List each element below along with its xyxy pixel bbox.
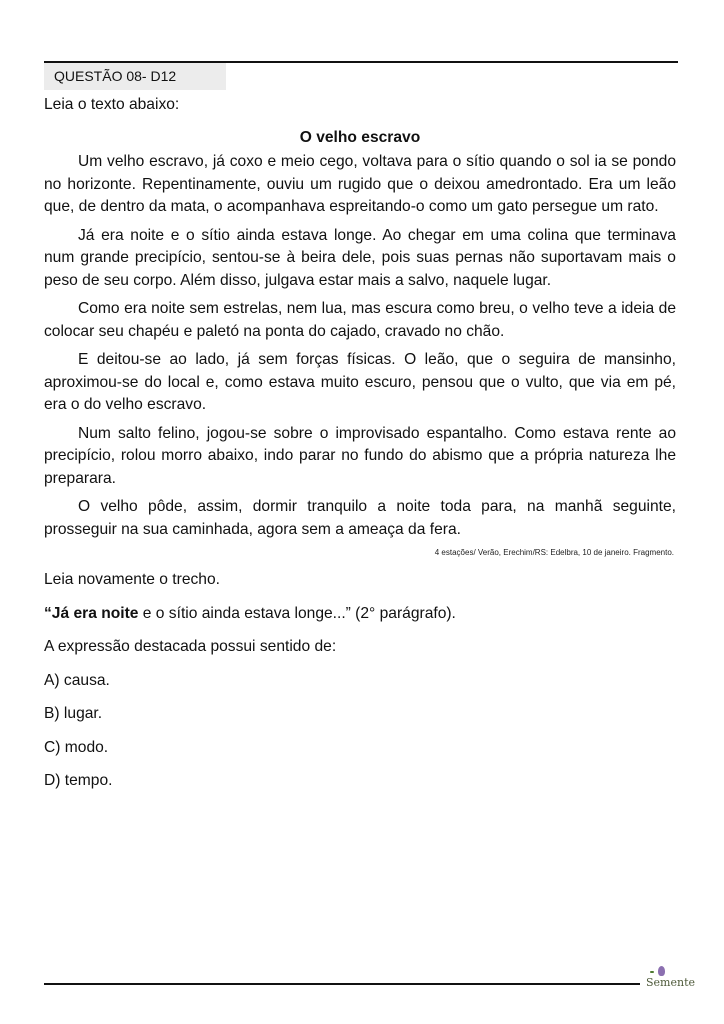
option-b[interactable]: B) lugar.	[44, 705, 103, 722]
paragraph-1: Um velho escravo, já coxo e meio cego, voltava para o sítio quando o sol ia se pondo no horizonte. Repentinamente, ouviu um rugido que o deixou amedrontado. Era um leão que, de dentro da mata, o acompanhava espreitando-o como um gato persegue um rato.	[44, 153, 676, 215]
answer-options	[44, 670, 676, 793]
excerpt-rest: e o sítio ainda estava longe...” (2° parágrafo).	[138, 604, 456, 622]
paragraph-5: Num salto felino, jogou-se sobre o improvisado espantalho. Como estava rente ao precipício, rolou morro abaixo, indo parar no fundo do abismo que a própria natureza lhe preparara.	[44, 424, 676, 487]
reread-instruction: Leia novamente o trecho.	[44, 571, 220, 588]
question-prompt: A expressão destacada possui sentido de:	[44, 638, 337, 655]
option-d[interactable]: D) tempo.	[44, 772, 113, 789]
paragraph-2: Já era noite e o sítio ainda estava longe. Ao chegar em uma colina que terminava num grande precipício, sentou-se à beira dele, pois suas pernas não suportavam mais o peso de seu corpo. Além disso, julgava estar mais a salvo, naquele lugar.	[44, 226, 676, 289]
source-citation: 4 estações/ Verão, Erechim/RS: Edelbra, 10 de janeiro. Fragmento.	[434, 548, 674, 557]
flower-icon	[658, 966, 665, 976]
paragraph-4: E deitou-se ao lado, já sem forças físicas. O leão, que o seguira de mansinho, aproximou-se do local e, como estava muito escuro, pensou que o vulto, que via em pé, era o do velho escravo.	[44, 351, 676, 413]
leaf-icon	[650, 971, 654, 973]
logo-text: Semente	[646, 976, 696, 989]
paragraph-6: O velho pôde, assim, dormir tranquilo a noite toda para, na manhã seguinte, prosseguir na sua caminhada, agora sem a ameaça da fera.	[44, 498, 676, 538]
excerpt-highlight: “Já era noite	[44, 604, 139, 622]
semente-logo	[646, 966, 696, 992]
intro-instruction: Leia o texto abaixo:	[44, 96, 180, 113]
paragraph-3: Como era noite sem estrelas, nem lua, mas escura como breu, o velho teve a ideia de colocar seu chapéu e paletó na ponta do cajado, cravado no chão.	[44, 300, 676, 340]
text-title: O velho escravo	[299, 128, 421, 146]
option-a[interactable]: A) causa.	[44, 671, 110, 689]
option-c[interactable]: C) modo.	[44, 738, 109, 756]
excerpt	[44, 603, 676, 626]
document-body	[44, 94, 676, 804]
bottom-divider	[44, 983, 640, 985]
question-label: QUESTÃO 08- D12	[44, 63, 226, 90]
